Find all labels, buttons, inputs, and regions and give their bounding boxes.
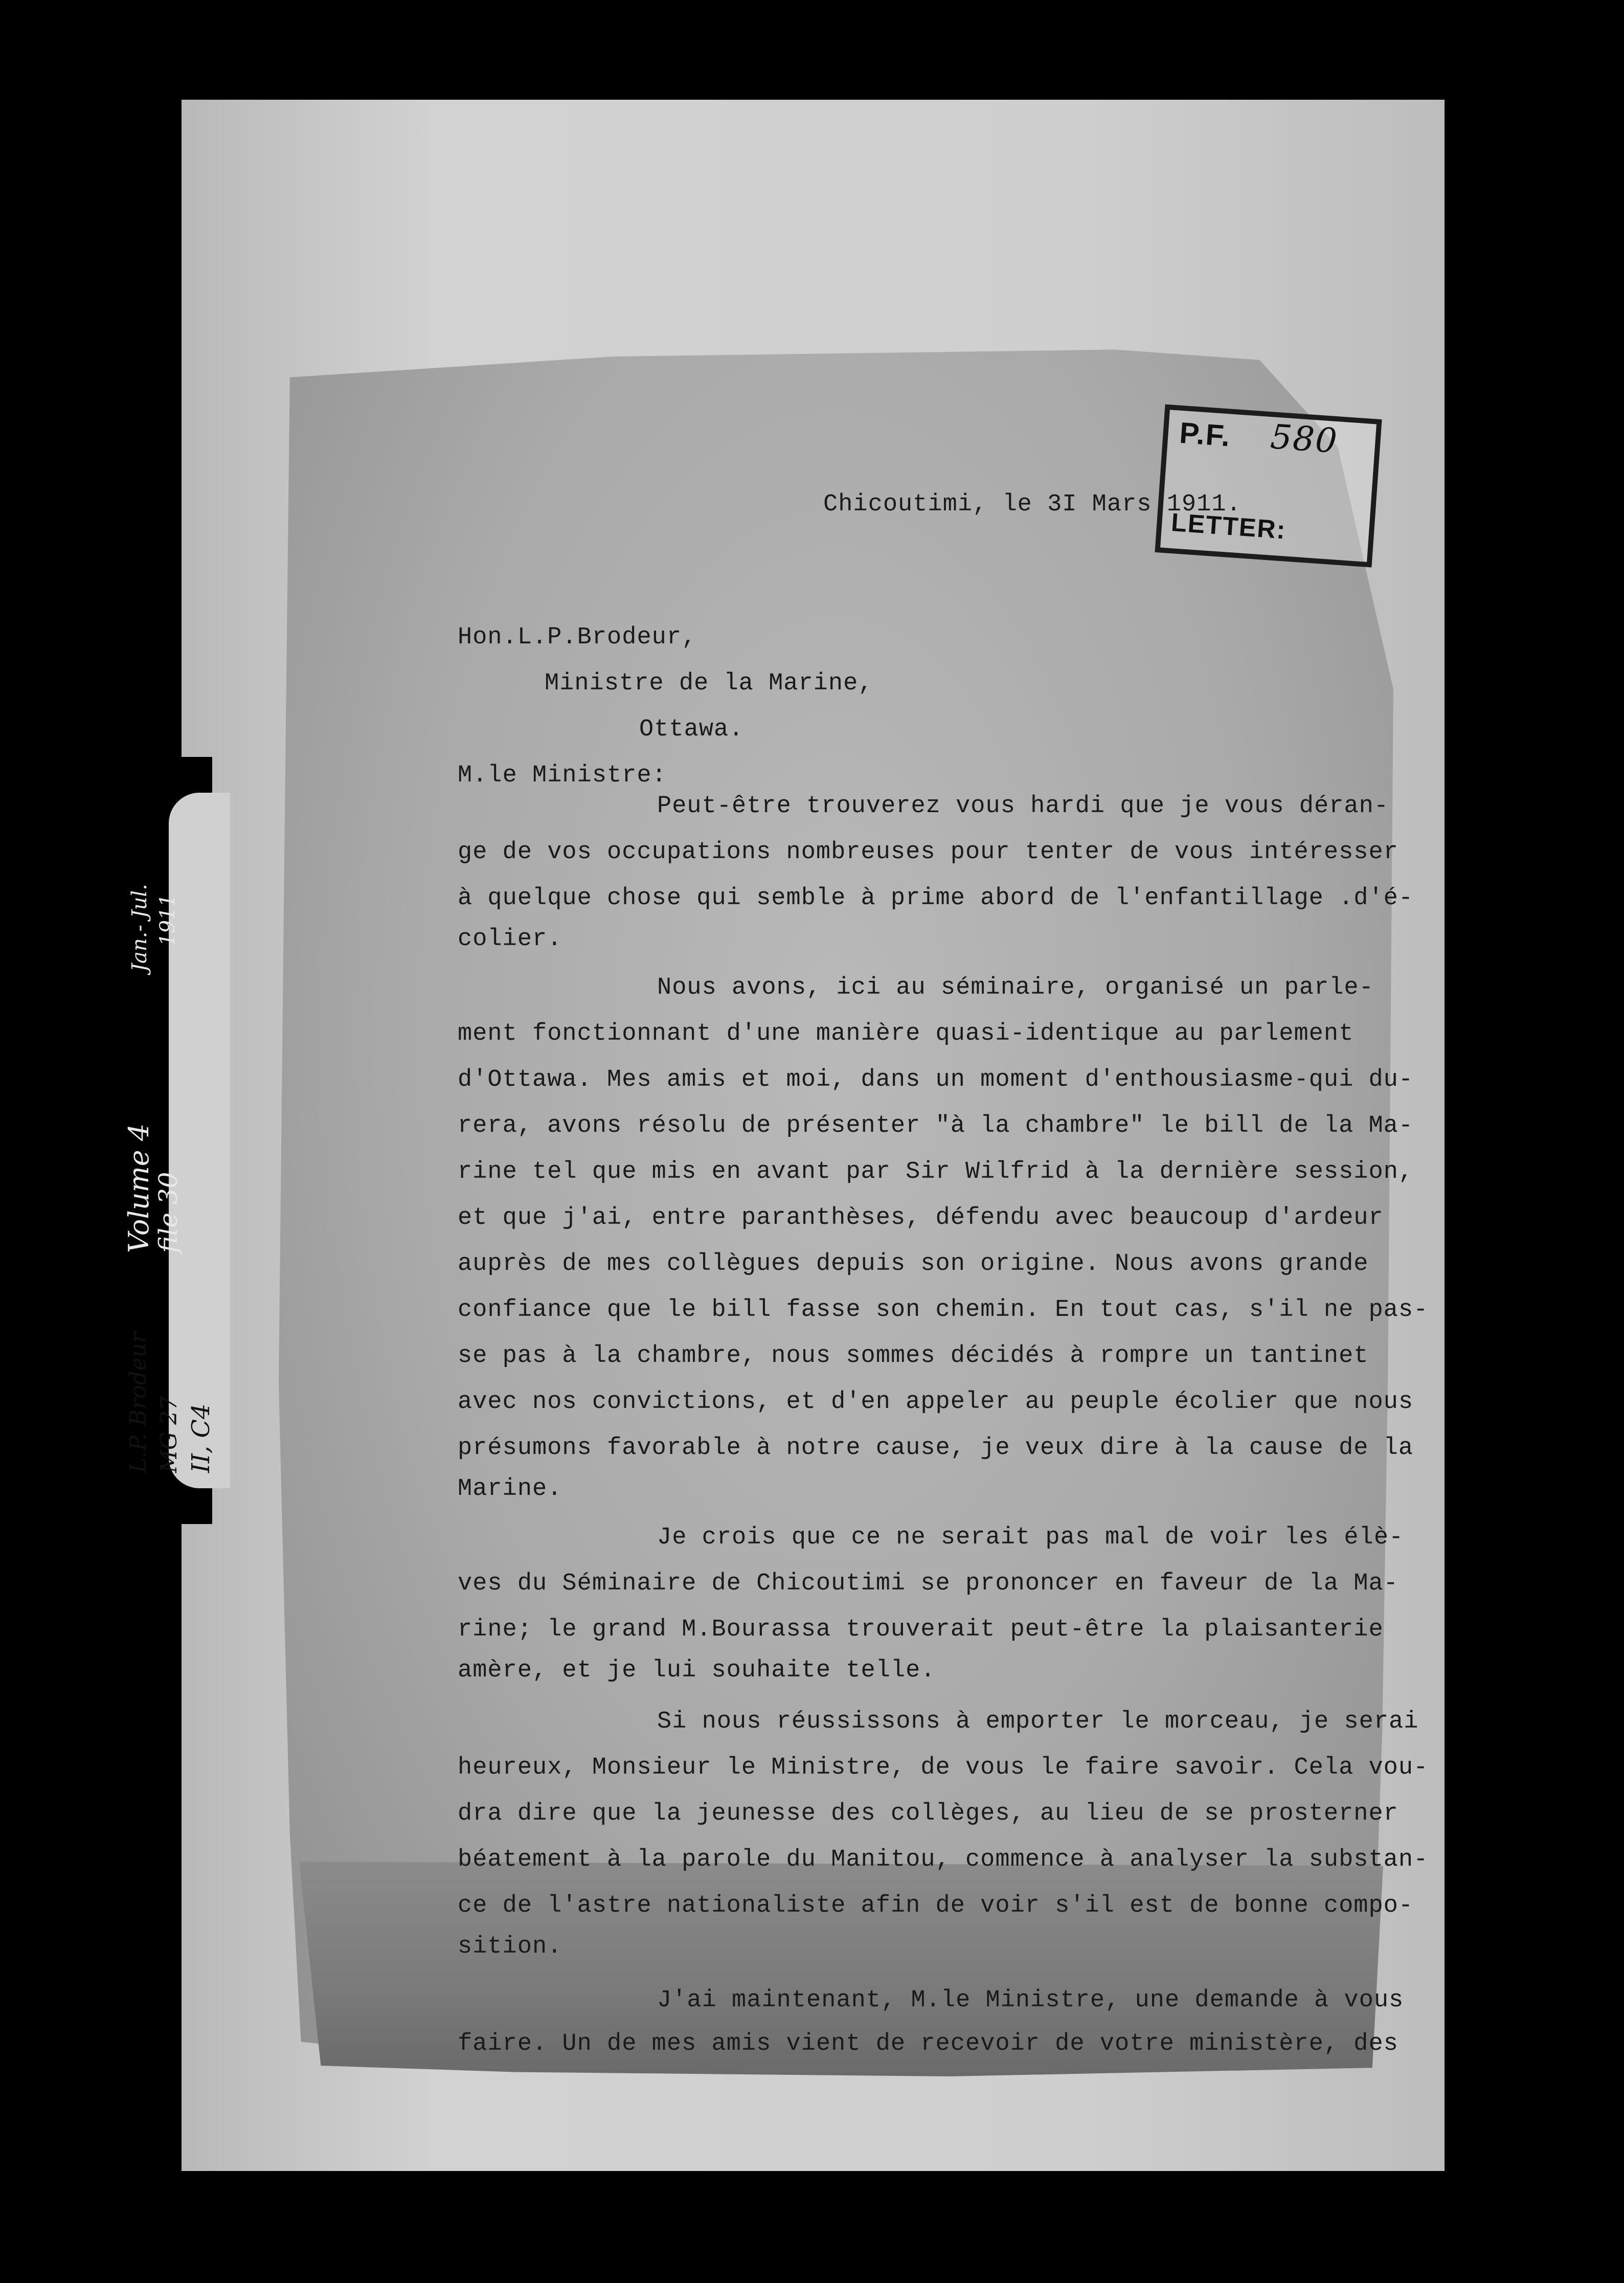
letter-line: d'Ottawa. Mes amis et moi, dans un moment d'enthousiasme-qui du-: [458, 1066, 1414, 1093]
letter-line: rine tel que mis en avant par Sir Wilfrid à la dernière session,: [458, 1158, 1414, 1185]
letter-line: ment fonctionnant d'une manière quasi-identique au parlement: [458, 1020, 1354, 1047]
date-note-line1: Jan.- Jul.: [128, 884, 151, 972]
letter-line: auprès de mes collègues depuis son origine. Nous avons grande: [458, 1250, 1369, 1278]
stamp-handwritten-number: 580: [1269, 417, 1340, 461]
letter-line: Si nous réussissons à emporter le morceau, je serai: [657, 1708, 1419, 1735]
letter-line: confiance que le bill fasse son chemin. En tout cas, s'il ne pas-: [458, 1296, 1429, 1324]
archive-reference-line1: L.P. Brodeur: [125, 1332, 151, 1473]
stamp-line2: LETTER:: [1170, 507, 1288, 545]
letter-line: ge de vos occupations nombreuses pour tenter de vous intéresser: [458, 839, 1399, 866]
volume-note-line2: file 30: [153, 1172, 183, 1253]
letter-date: Chicoutimi, le 3I Mars 1911.: [823, 491, 1242, 518]
archive-reference-line2: MG 27: [156, 1396, 182, 1473]
letter-line: Je crois que ce ne serait pas mal de voir les élè-: [657, 1524, 1404, 1551]
letter-line: se pas à la chambre, nous sommes décidés à rompre un tantinet: [458, 1342, 1369, 1370]
letter-salutation: M.le Ministre:: [458, 762, 667, 789]
letter-line: Peut-être trouverez vous hardi que je vous déran-: [657, 793, 1389, 820]
letter-line: avec nos convictions, et d'en appeler au peuple écolier que nous: [458, 1389, 1414, 1416]
letter-line: rine; le grand M.Bourassa trouverait peut-être la plaisanterie: [458, 1616, 1384, 1643]
letter-line: amère, et je lui souhaite telle.: [458, 1657, 936, 1684]
letter-address-name: Hon.L.P.Brodeur,: [458, 624, 697, 651]
letter-line: Marine.: [458, 1475, 562, 1503]
letter-line: dra dire que la jeunesse des collèges, au lieu de se prosterner: [458, 1800, 1399, 1827]
stamp-line1: P.F.: [1178, 416, 1232, 453]
letter-line: ce de l'astre nationaliste afin de voir s'il est de bonne compo-: [458, 1892, 1414, 1919]
letter-line: faire. Un de mes amis vient de recevoir de votre ministère, des: [458, 2030, 1399, 2057]
letter-line: à quelque chose qui semble à prime abord de l'enfantillage .d'é-: [458, 885, 1414, 912]
letter-line: Nous avons, ici au séminaire, organisé un parle-: [657, 974, 1374, 1001]
letter-line: béatement à la parole du Manitou, commence à analyser la substan-: [458, 1846, 1429, 1873]
letter-line: rera, avons résolu de présenter "à la chambre" le bill de la Ma-: [458, 1112, 1414, 1139]
letter-line: heureux, Monsieur le Ministre, de vous le faire savoir. Cela vou-: [458, 1754, 1429, 1781]
letter-line: ves du Séminaire de Chicoutimi se prononcer en faveur de la Ma-: [458, 1570, 1399, 1597]
date-note-line2: 1911: [156, 894, 179, 946]
volume-note-line1: Volume 4: [123, 1123, 155, 1253]
letter-line: sition.: [458, 1933, 562, 1960]
letter-line: J'ai maintenant, M.le Ministre, une demande à vous: [657, 1987, 1404, 2014]
letter-line: colier.: [458, 926, 562, 953]
letter-address-title: Ministre de la Marine,: [545, 670, 873, 697]
letter-address-city: Ottawa.: [639, 716, 744, 743]
letter-line: et que j'ai, entre paranthèses, défendu avec beaucoup d'ardeur: [458, 1204, 1384, 1232]
letter-line: présumons favorable à notre cause, je veux dire à la cause de la: [458, 1435, 1414, 1462]
archive-reference-line3: II, C4: [187, 1403, 215, 1473]
